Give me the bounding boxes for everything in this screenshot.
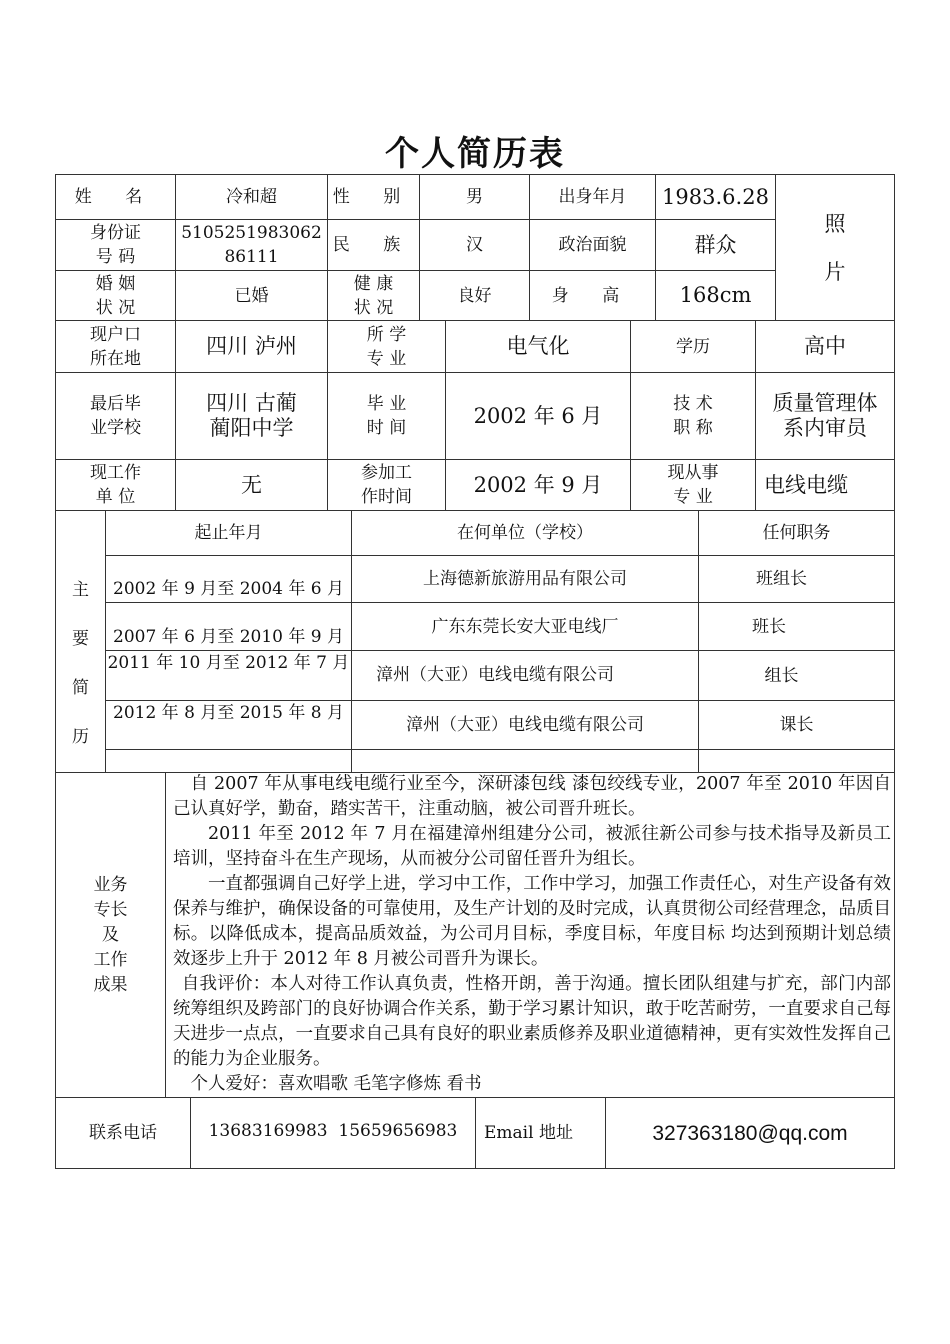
history-row-2-position: 班长	[752, 616, 786, 637]
tech-title-value: 质量管理体 系内审员	[772, 391, 878, 440]
major-label: 所 学 专 业	[366, 324, 407, 369]
photo-placeholder: 照 片	[824, 211, 846, 284]
school-label: 最后毕 业学校	[90, 394, 141, 438]
history-row-2-unit: 广东东莞长安大亚电线厂	[431, 616, 619, 637]
id-value: 5105251983062 86111	[181, 223, 322, 267]
history-header-position: 任何职务	[762, 523, 831, 543]
ethnicity-label: 民 族	[332, 235, 415, 255]
email-value: 327363180@qq.com	[652, 1121, 848, 1145]
history-header-unit: 在何单位（学校）	[457, 523, 593, 543]
major-value: 电气化	[506, 334, 570, 358]
history-row-1-position: 班组长	[756, 569, 807, 589]
education-label: 学历	[676, 336, 710, 357]
political-label: 政治面貌	[558, 235, 627, 255]
health-value: 良好	[457, 285, 492, 306]
name-label: 姓 名	[74, 187, 157, 207]
history-row-2-period: 2007 年 6 月至 2010 年 9 月	[113, 627, 344, 647]
name-value: 冷和超	[226, 187, 277, 207]
birth-label: 出身年月	[558, 187, 627, 207]
phone-value: 13683169983 15659656983	[208, 1121, 458, 1141]
birth-value: 1983.6.28	[662, 184, 769, 209]
height-label: 身 高	[551, 285, 634, 306]
hukou-value: 四川 泸州	[206, 334, 297, 358]
achievement-paragraph: 2011 年至 2012 年 7 月在福建漳州组建分公司，被派往新公司参与技术指导及新员工培训，坚持奋斗在生产现场，从而被分公司留任晋升为组长。	[173, 824, 891, 869]
history-row-4-unit: 漳州（大亚）电线电缆有限公司	[406, 715, 644, 735]
profession-label: 现从事 专 业	[667, 463, 719, 507]
history-section-label: 主 要 简 历	[72, 580, 89, 747]
history-row-3-position: 组长	[764, 665, 799, 686]
history-header-period: 起止年月	[194, 523, 263, 543]
gender-label: 性 别	[332, 187, 415, 207]
history-row-1-unit: 上海德新旅游用品有限公司	[423, 569, 627, 589]
history-row-4-period: 2012 年 8 月至 2015 年 8 月	[113, 703, 344, 723]
achievement-paragraph: 一直都强调自己好学上进，学习中工作，工作中学习，加强工作责任心，对生产设备有效保养与维护，确保设备的可靠使用，及生产计划的及时完成，认真贯彻公司经营理念，品质目标。以降低成本，提高品质效益，为公司月目标，季度目标，年度目标 均达到预期计划总绩效逐步上升于 2012 年 8 月被公司晋升为课长。	[173, 874, 891, 969]
work-start-label: 参加工 作时间	[361, 463, 412, 507]
id-label: 身份证 号 码	[90, 223, 141, 267]
hobbies: 个人爱好：喜欢唱歌 毛笔字修炼 看书	[190, 1074, 482, 1094]
phone-label: 联系电话	[89, 1123, 157, 1143]
profession-value: 电线电缆	[764, 472, 848, 497]
hukou-label: 现户口 所在地	[90, 324, 141, 369]
history-row-3-unit: 漳州（大亚）电线电缆有限公司	[376, 665, 614, 685]
work-unit-value: 无	[241, 472, 262, 497]
marital-value: 已婚	[234, 285, 269, 306]
achievements-label: 业务 专长 及 工作 成果	[93, 874, 128, 995]
email-label: Email 地址	[484, 1123, 573, 1143]
self-evaluation: 自我评价：本人对待工作认真负责，性格开朗，善于沟通。擅长团队组建与扩充，部门内部统筹组织及跨部门的良好协调合作关系，勤于学习累计知识，敢于吃苦耐劳，一直要求自己每天进步一点点，一直要求自己具有良好的职业素质修养及职业道德精神，更有实效性发挥自己的能力为企业服务。	[173, 974, 891, 1069]
health-label: 健 康 状 况	[353, 273, 394, 318]
gender-value: 男	[466, 187, 483, 207]
achievement-paragraph: 自 2007 年从事电线电缆行业至今，深研漆包线 漆包绞线专业，2007 年至 2010 年因自己认真好学，勤奋，踏实苦干，注重动脑，被公司晋升班长。	[173, 774, 891, 819]
ethnicity-value: 汉	[466, 235, 483, 255]
history-row-1-period: 2002 年 9 月至 2004 年 6 月	[113, 579, 344, 599]
education-value: 高中	[804, 334, 846, 358]
grad-label: 毕 业 时 间	[366, 394, 407, 438]
achievements-text	[173, 772, 891, 1097]
work-start-value: 2002 年 9 月	[473, 472, 603, 497]
political-value: 群众	[694, 232, 737, 257]
page-title: 个人简历表	[385, 134, 565, 174]
tech-title-label: 技 术 职 称	[673, 394, 713, 438]
school-value: 四川 古蔺 蔺阳中学	[206, 391, 297, 440]
height-value: 168cm	[679, 283, 752, 307]
history-row-3-period: 2011 年 10 月至 2012 年 7 月	[107, 653, 350, 673]
work-unit-label: 现工作 单 位	[90, 463, 141, 507]
grad-value: 2002 年 6 月	[473, 403, 603, 428]
history-row-4-position: 课长	[779, 715, 814, 735]
marital-label: 婚 姻 状 况	[95, 273, 136, 318]
